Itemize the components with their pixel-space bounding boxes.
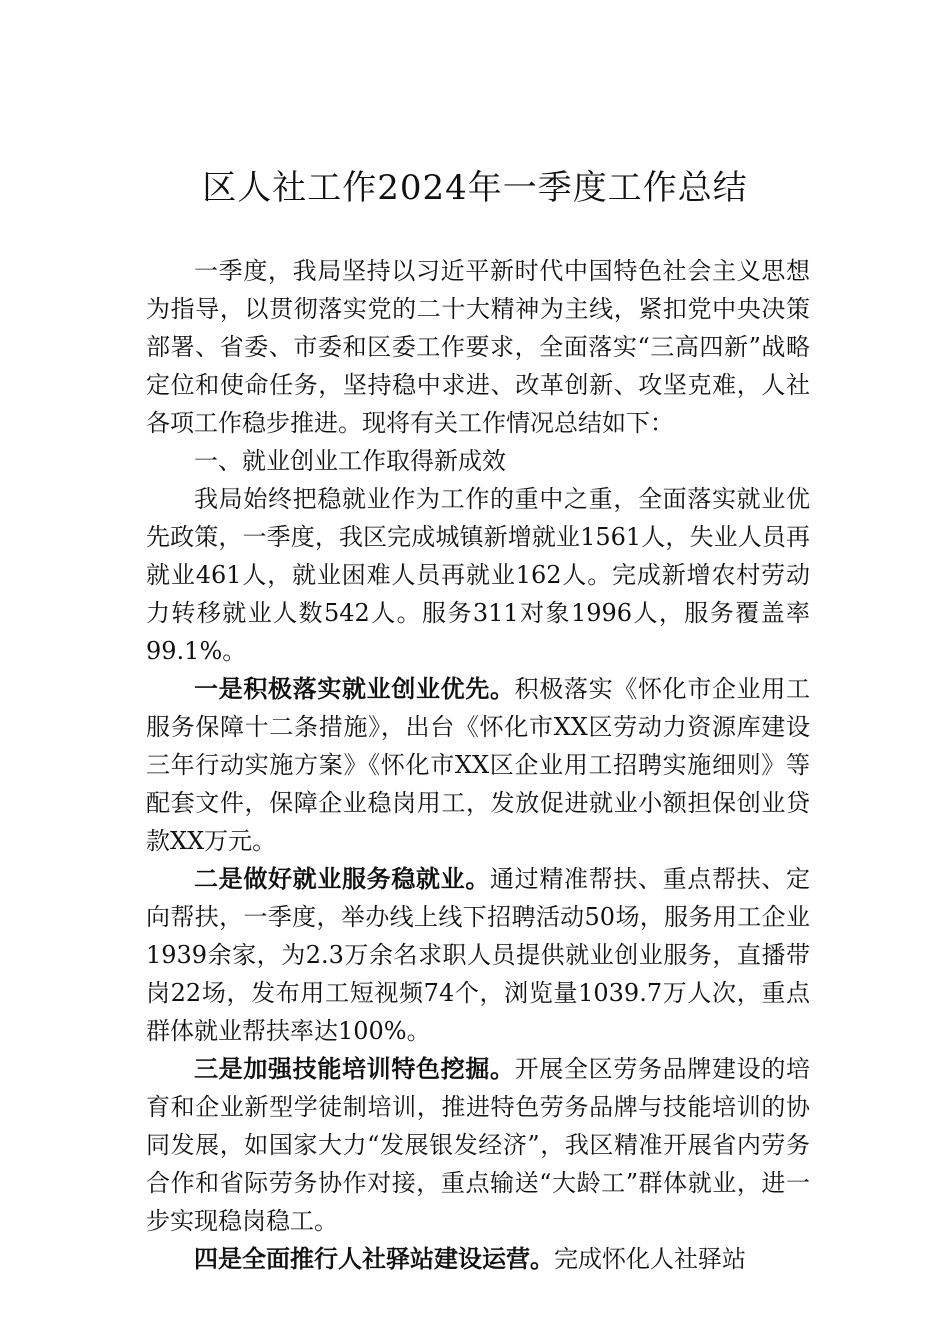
- item-text: 积极落实《怀化市企业用工服务保障十二条措施》，出台《怀化市XX区劳动力资源库建设三年行动实施方案》《怀化市XX区企业用工招聘实施细则》等配套文件，保障企业稳岗用工，发放促进就业小额担保创业贷款XX万元。: [146, 675, 811, 855]
- item-lead: 二是做好就业服务稳就业。: [194, 864, 490, 893]
- document-body: [146, 252, 810, 1278]
- item-lead: 四是全面推行人社驿站建设运营。: [194, 1244, 554, 1273]
- item-text: 完成怀化人社驿站: [554, 1245, 746, 1273]
- item-paragraph-1: [146, 670, 810, 860]
- item-paragraph-3: [146, 1050, 810, 1240]
- item-paragraph-4: [146, 1240, 810, 1278]
- intro-paragraph: 一季度，我局坚持以习近平新时代中国特色社会主义思想为指导，以贯彻落实党的二十大精神为主线，紧扣党中央决策部署、省委、市委和区委工作要求，全面落实“三高四新”战略定位和使命任务，坚持稳中求进、改革创新、攻坚克难，人社各项工作稳步推进。现将有关工作情况总结如下：: [146, 257, 810, 437]
- section-summary-paragraph: 我局始终把稳就业作为工作的重中之重，全面落实就业优先政策，一季度，我区完成城镇新增就业1561人，失业人员再就业461人，就业困难人员再就业162人。完成新增农村劳动力转移就业人数542人。服务311对象1996人，服务覆盖率99.1%。: [146, 485, 810, 665]
- section-heading: 一、就业创业工作取得新成效: [194, 447, 506, 475]
- item-lead: 三是加强技能培训特色挖掘。: [194, 1054, 515, 1083]
- item-text: 开展全区劳务品牌建设的培育和企业新型学徒制培训，推进特色劳务品牌与技能培训的协同发展，如国家大力“发展银发经济”，我区精准开展省内劳务合作和省际劳务协作对接，重点输送“大龄工”群体就业，进一步实现稳岗稳工。: [146, 1055, 811, 1235]
- document-title: 区人社工作2024年一季度工作总结: [202, 168, 748, 208]
- item-lead: 一是积极落实就业创业优先。: [194, 674, 515, 703]
- item-text: 通过精准帮扶、重点帮扶、定向帮扶，一季度，举办线上线下招聘活动50场，服务用工企业1939余家，为2.3万余名求职人员提供就业创业服务，直播带岗22场，发布用工短视频74个，浏览量1039.7万人次，重点群体就业帮扶率达100%。: [146, 865, 810, 1045]
- item-paragraph-2: [146, 860, 810, 1050]
